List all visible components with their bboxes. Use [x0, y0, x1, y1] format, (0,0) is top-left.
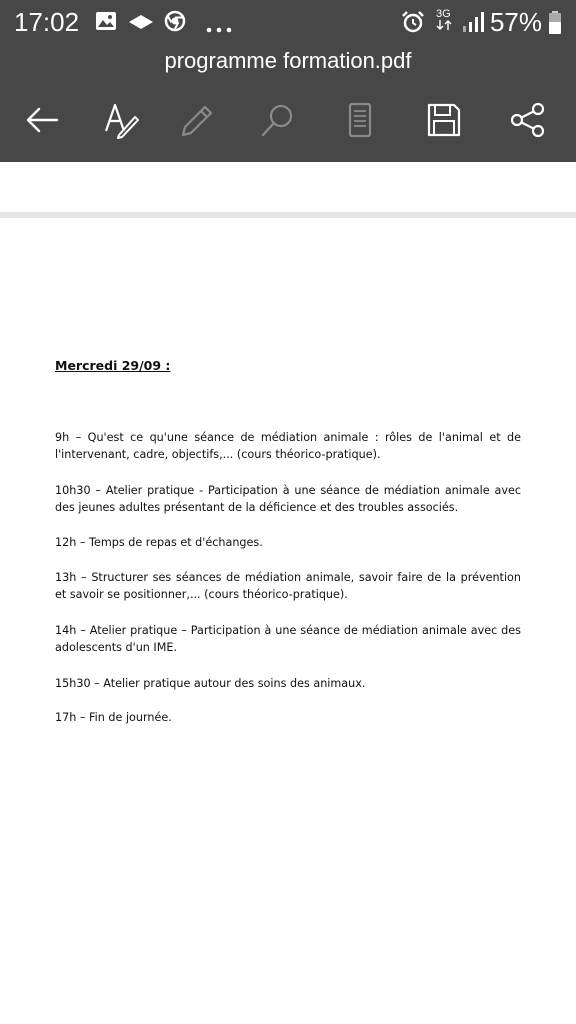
signal-strength-icon: [462, 12, 484, 36]
document-title: programme formation.pdf: [164, 48, 412, 73]
reader-mode-button[interactable]: [340, 100, 380, 140]
schedule-entry: 10h30 – Atelier pratique - Participation à une séance de médiation animale avec des jeunes adultes présentant de la déficience et des troubles associés.: [55, 484, 521, 514]
share-button[interactable]: [508, 100, 548, 140]
schedule-entry: 14h – Atelier pratique – Participation à une séance de médiation animale avec des adolescents d'un IME.: [55, 624, 521, 654]
annotate-button[interactable]: [101, 100, 141, 140]
search-button[interactable]: [258, 100, 298, 140]
schedule-entry: 13h – Structurer ses séances de médiation animale, savoir faire de la prévention et savoir se positionner,... (cours théorico-pratique).: [55, 571, 521, 601]
share-icon: [509, 101, 547, 139]
alarm-icon: [401, 10, 425, 38]
schedule-entry: 9h – Qu'est ce qu'une séance de médiation animale : rôles de l'animal et de l'intervenant, cadre, objectifs,... (cours théorico-pratique).: [55, 431, 521, 461]
status-time: 17:02: [14, 7, 80, 37]
schedule-entry: 17h – Fin de journée.: [55, 711, 172, 724]
day-heading: Mercredi 29/09 :: [55, 358, 171, 373]
schedule-entry: 12h – Temps de repas et d'échanges.: [55, 536, 263, 549]
pdf-page[interactable]: [0, 218, 576, 1024]
save-button[interactable]: [424, 100, 464, 140]
app-notification-icon: [128, 13, 154, 35]
edit-button[interactable]: [176, 100, 216, 140]
battery-icon: [548, 11, 562, 39]
pencil-icon: [177, 101, 215, 139]
network-type-icon: [436, 9, 452, 33]
network-type-label: 3G: [436, 8, 451, 20]
app-toolbar: [0, 0, 576, 162]
more-notifications-icon: [206, 18, 232, 37]
back-button[interactable]: [22, 100, 62, 140]
annotate-icon: [102, 101, 140, 139]
battery-percent: 57%: [489, 7, 542, 37]
save-icon: [425, 101, 463, 139]
chrome-notification-icon: [164, 10, 186, 36]
search-icon: [259, 101, 297, 139]
back-arrow-icon: [23, 101, 61, 139]
schedule-entry: 15h30 – Atelier pratique autour des soins des animaux.: [55, 677, 366, 690]
gallery-notification-icon: [95, 10, 117, 36]
status-bar: [0, 0, 576, 44]
reader-mode-icon: [341, 101, 379, 139]
